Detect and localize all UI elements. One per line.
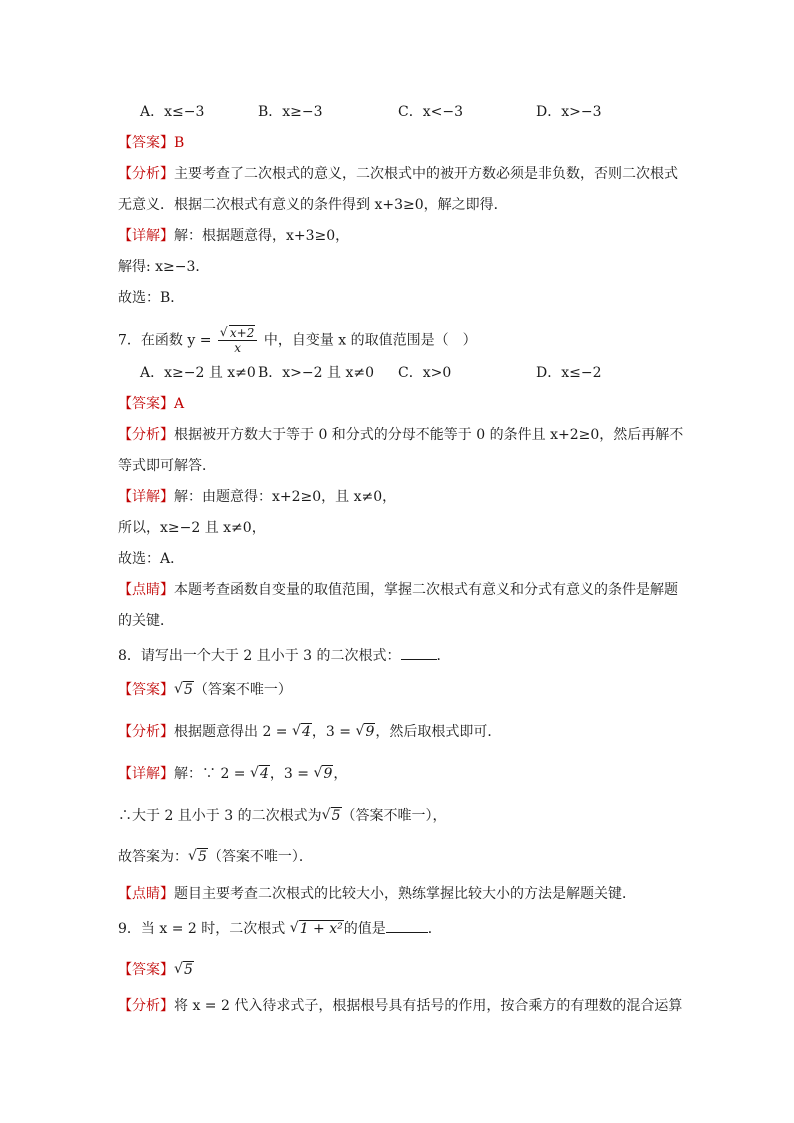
answer-tag: 【答案】	[118, 962, 174, 978]
radicand: 1 + x²	[299, 921, 343, 937]
analysis-tag: 【分析】	[118, 427, 174, 443]
detail-tag: 【详解】	[118, 766, 174, 782]
radicand: 5	[184, 962, 193, 978]
q9-answer	[118, 960, 678, 980]
q6-option-b: B．x≥−3	[258, 104, 323, 120]
sqrt-expression	[250, 764, 270, 784]
detail-text: 解：由题意得：x+2≥0，且 x≠0，	[174, 489, 397, 505]
q7-analysis-line-2: 等式即可解答．	[118, 458, 216, 474]
sqrt-expression	[322, 806, 342, 826]
answer-blank	[401, 645, 437, 660]
q6-answer	[118, 133, 678, 153]
comment-text: 本题考查函数自变量的取值范围，掌握二次根式有意义和分式有意义的条件是解题	[174, 582, 678, 598]
radicand: 9	[323, 766, 333, 782]
analysis-mid: ，3 =	[311, 724, 352, 740]
answer-tag: 【答案】	[118, 682, 174, 698]
detail2-pre: ∴大于 2 且小于 3 的二次根式为	[118, 808, 322, 824]
answer-note: （答案不唯一）	[193, 682, 292, 698]
q9-analysis	[118, 996, 683, 1016]
q8-answer	[118, 680, 678, 700]
comment-tag: 【点睛】	[118, 582, 174, 598]
q7-option-c: C．x>0	[398, 365, 452, 381]
q6-detail-line-1	[118, 226, 678, 246]
q6-detail-line-2: 解得: x≥−3．	[118, 259, 210, 275]
radicand: 9	[365, 724, 375, 740]
detail-tag: 【详解】	[118, 228, 174, 244]
analysis-post: ，然后取根式即可．	[375, 724, 502, 740]
q6-option-d: D．x>−3	[536, 104, 602, 120]
q6-option-c: C．x<−3	[398, 104, 463, 120]
sqrt-expression	[290, 919, 344, 939]
analysis-text: 将 x = 2 代入待求式子，根据根号具有括号的作用，按合乘方的有理数的混合运算	[174, 998, 683, 1014]
radicand: 5	[184, 682, 193, 698]
detail-tag: 【详解】	[118, 489, 174, 505]
radicand: 4	[302, 724, 311, 740]
detail-pre: 解：∵ 2 =	[174, 766, 246, 782]
answer-tag: 【答案】	[118, 396, 174, 412]
comment-tag: 【点睛】	[118, 886, 174, 902]
q7-fraction	[218, 326, 257, 355]
sqrt-expression	[174, 960, 194, 980]
analysis-text: 主要考查了二次根式的意义，二次根式中的被开方数必须是非负数，否则二次根式	[174, 166, 678, 182]
sqrt-expression	[174, 680, 194, 700]
detail-text: 解：根据题意得，x+3≥0，	[174, 228, 350, 244]
analysis-text: 根据被开方数大于等于 0 和分式的分母不能等于 0 的条件且 x+2≥0，然后再解不	[174, 427, 684, 443]
q6-detail-line-3: 故选：B．	[118, 290, 185, 306]
q9-stem	[118, 918, 678, 939]
q8-detail-line-1	[118, 764, 678, 784]
answer-blank	[386, 918, 428, 933]
q9-stem-post: 的值是	[343, 921, 386, 937]
q8-comment	[118, 884, 678, 904]
q8-stem-end: ．	[436, 648, 451, 664]
detail2-post: （答案不唯一），	[341, 808, 447, 824]
answer-value: B	[174, 135, 185, 151]
comment-text: 题目主要考查二次根式的比较大小，熟练掌握比较大小的方法是解题关键．	[174, 886, 636, 902]
q7-option-a: A．x≥−2 且 x≠0	[140, 365, 256, 381]
q8-analysis	[118, 722, 678, 742]
detail-post: ，	[333, 766, 348, 782]
radicand: 4	[260, 766, 269, 782]
q9-stem-pre: 9．当 x = 2 时，二次根式	[118, 921, 286, 937]
final-pre: 故答案为：	[118, 849, 188, 865]
detail-mid: ，3 =	[269, 766, 310, 782]
radicand: 5	[331, 808, 341, 824]
q6-analysis-line-1	[118, 164, 678, 184]
radicand: 5	[198, 849, 207, 865]
q7-option-d: D．x≤−2	[536, 365, 602, 381]
q6-option-a: A．x≤−3	[140, 104, 205, 120]
sqrt-expression	[292, 722, 312, 742]
q7-stem	[118, 326, 678, 355]
q6-analysis-line-2: 无意义．根据二次根式有意义的条件得到 x+3≥0，解之即得．	[118, 197, 508, 213]
sqrt-expression	[188, 847, 208, 867]
q7-comment-line-2: 的关键．	[118, 613, 174, 629]
q7-detail-line-3: 故选：A．	[118, 551, 185, 567]
final-post: （答案不唯一）．	[207, 849, 313, 865]
q7-detail-line-1	[118, 487, 678, 507]
q9-stem-end: ．	[427, 921, 442, 937]
q7-detail-line-2: 所以，x≥−2 且 x≠0，	[118, 520, 266, 536]
analysis-tag: 【分析】	[118, 998, 174, 1014]
q7-stem-post: 中，自变量 x 的取值范围是（ ）	[263, 332, 477, 349]
sqrt-expression	[355, 722, 375, 742]
analysis-tag: 【分析】	[118, 724, 174, 740]
q7-answer	[118, 394, 678, 414]
analysis-tag: 【分析】	[118, 166, 174, 182]
q7-option-b: B．x>−2 且 x≠0	[258, 365, 374, 381]
q7-stem-pre: 7．在函数 y =	[118, 332, 212, 349]
answer-value: A	[174, 396, 185, 412]
q8-final	[118, 847, 678, 867]
q7-fraction-denominator: x	[234, 341, 242, 355]
q8-stem	[118, 645, 678, 666]
q7-fraction-numerator: x+2	[229, 326, 255, 340]
q7-comment-line-1	[118, 580, 678, 600]
q8-stem-text: 8．请写出一个大于 2 且小于 3 的二次根式：	[118, 648, 401, 664]
analysis-pre: 根据题意得出 2 =	[174, 724, 288, 740]
q7-analysis-line-1	[118, 425, 684, 445]
sqrt-expression	[313, 764, 333, 784]
q8-detail-line-2	[118, 806, 678, 826]
answer-tag: 【答案】	[118, 135, 174, 151]
